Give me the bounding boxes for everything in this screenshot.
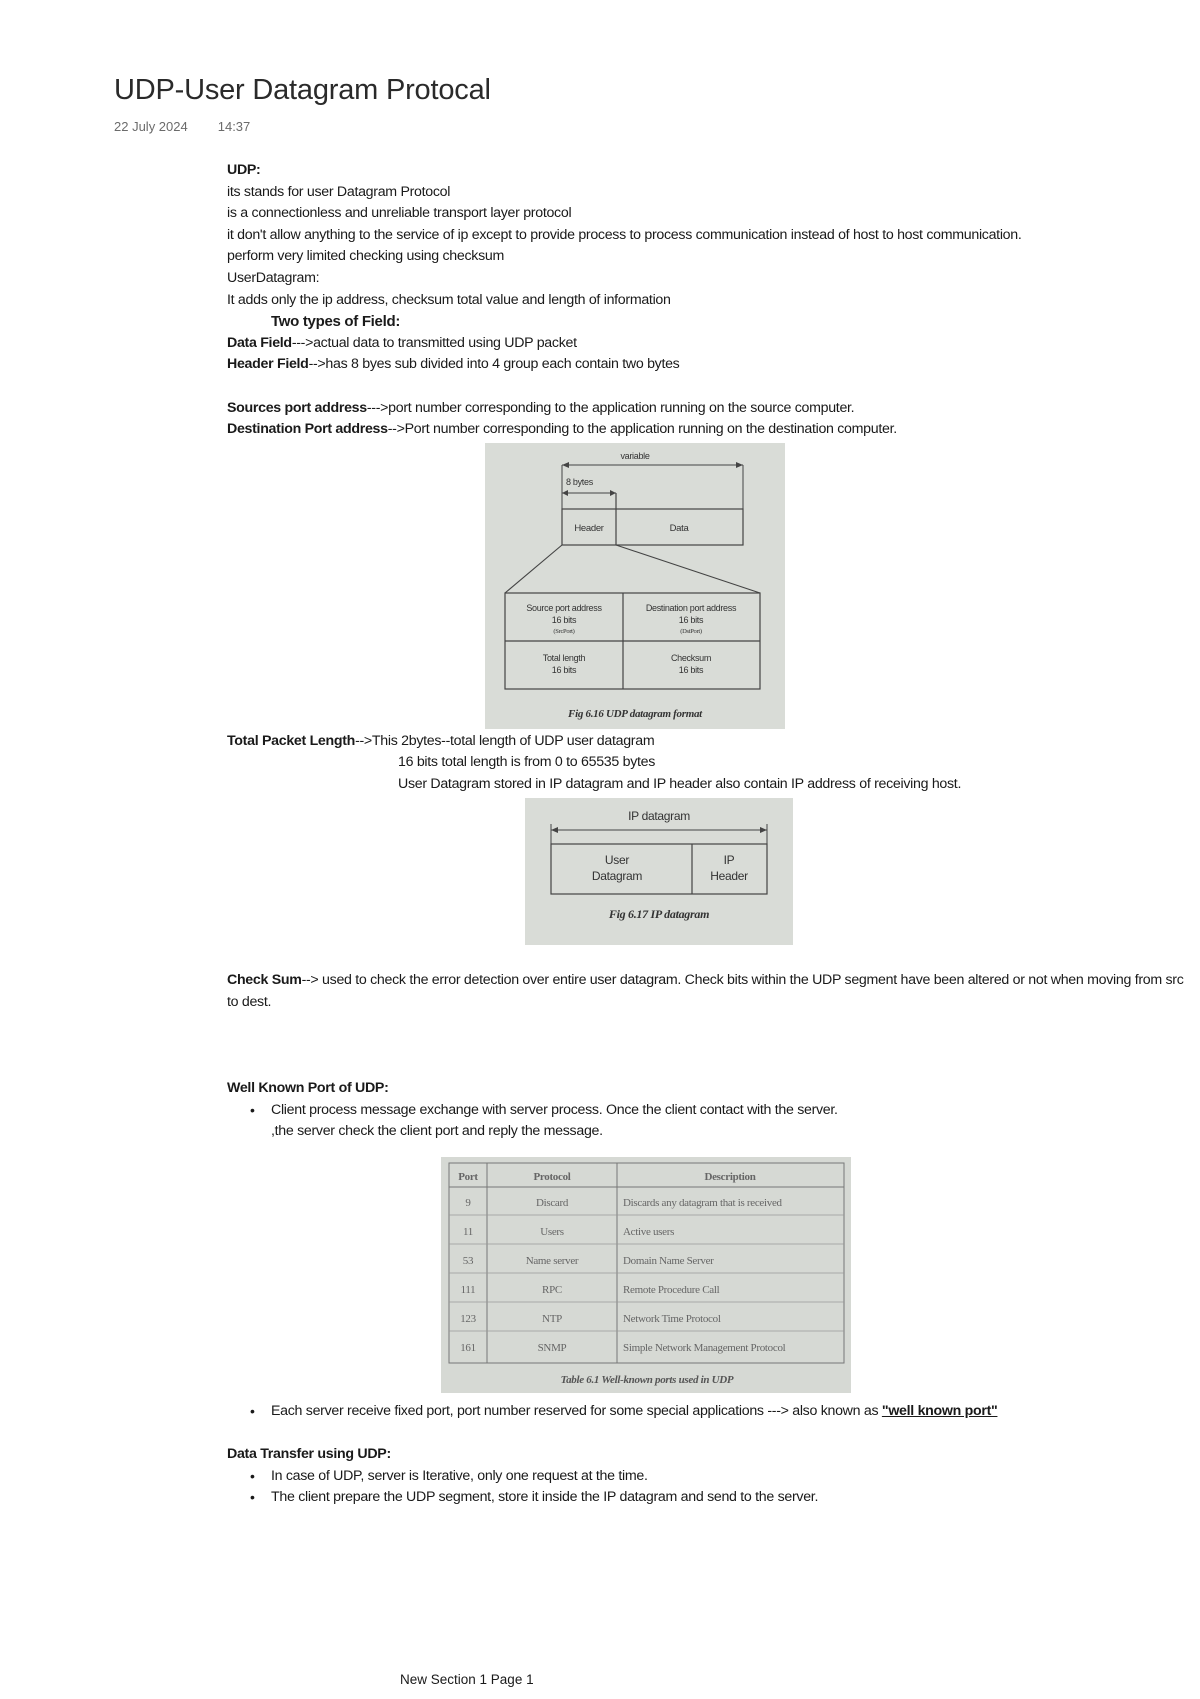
page-date: 22 July 2024 <box>114 119 188 134</box>
table-header-cell: Protocol <box>533 1170 571 1183</box>
note-body <box>227 160 1187 1509</box>
table-cell: 9 <box>465 1196 471 1209</box>
data-field-text: --->actual data to transmitted using UDP packet <box>291 334 577 351</box>
note-line: it don't allow anything to the service of ip except to provide process to process communication instead of host to host communication. <box>227 226 1022 243</box>
fig-data-label: Data <box>669 522 689 534</box>
fig-src-abbr: (SrcPort) <box>553 627 575 635</box>
fig-chk-label: Checksum <box>670 652 712 663</box>
fig-ip-caption: Fig 6.17 IP datagram <box>608 906 710 921</box>
table-cell: NTP <box>542 1312 562 1325</box>
table-cell: Active users <box>623 1225 675 1238</box>
note-line: perform very limited checking using checksum <box>227 248 504 265</box>
fig-dst-abbr: (DstPort) <box>680 627 702 635</box>
table-cell: Remote Procedure Call <box>623 1283 720 1296</box>
well-known-port-heading: Well Known Port of UDP: <box>227 1080 389 1097</box>
table-header-cell: Description <box>704 1170 756 1183</box>
table-cell: Domain Name Server <box>623 1254 714 1267</box>
ip-datagram-photo <box>525 798 793 945</box>
data-field-label: Data Field <box>227 334 292 351</box>
dst-port-line <box>227 419 1187 441</box>
table-cell: SNMP <box>537 1341 567 1354</box>
data-field-line <box>227 333 1187 355</box>
table-cell: 111 <box>460 1283 476 1296</box>
wkp-b2-text: Each server receive fixed port, port number reserved for some special applications ---> also known as <box>271 1402 882 1419</box>
table-header-cell: Port <box>458 1170 478 1183</box>
total-length-label: Total Packet Length <box>227 732 356 749</box>
list-item: • The client prepare the UDP segment, store it inside the IP datagram and send to the server. <box>271 1487 1187 1509</box>
well-known-port-list-2 <box>227 1401 1187 1423</box>
fig-8bytes-label: 8 bytes <box>566 476 593 487</box>
page-time: 14:37 <box>217 119 251 134</box>
page-footer: New Section 1 Page 1 <box>400 1672 534 1687</box>
note-line: It adds only the ip address, checksum total value and length of information <box>227 291 671 308</box>
note-line: UserDatagram: <box>227 269 320 286</box>
list-item <box>271 1401 1187 1423</box>
list-item: • Client process message exchange with server process. Once the client contact with the server. <box>271 1100 1187 1122</box>
fig-ip-ip1: IP <box>723 852 735 867</box>
note-line: its stands for user Datagram Protocol <box>227 183 451 200</box>
page-meta <box>114 119 250 134</box>
src-port-line <box>227 398 1187 420</box>
total-length-text: -->This 2bytes--total length of UDP user datagram <box>355 732 655 749</box>
fig-src-bits: 16 bits <box>551 614 577 625</box>
table-cell: Users <box>540 1225 564 1238</box>
note-line: User Datagram stored in IP datagram and IP header also contain IP address of receiving host. <box>398 775 962 792</box>
fig-len-bits: 16 bits <box>551 664 577 675</box>
table-cell: Network Time Protocol <box>623 1312 721 1325</box>
fig-caption: Fig 6.16 UDP datagram format <box>568 707 702 720</box>
table-cell: RPC <box>542 1283 562 1296</box>
header-field-text: -->has 8 byes sub divided into 4 group each contain two bytes <box>308 356 680 373</box>
fig-variable-label: variable <box>620 450 650 461</box>
udp-datagram-figure <box>485 443 785 729</box>
fig-ip-user1: User <box>604 852 630 867</box>
list-item: • In case of UDP, server is Iterative, only one request at the time. <box>271 1466 1187 1488</box>
two-types-heading: Two types of Field: <box>271 313 401 331</box>
fig-dst-bits: 16 bits <box>678 614 704 625</box>
ports-table-caption: Table 6.1 Well-known ports used in UDP <box>560 1373 734 1386</box>
ports-table-photo <box>441 1157 851 1393</box>
fig-ip-title: IP datagram <box>628 808 690 823</box>
data-transfer-heading: Data Transfer using UDP: <box>227 1446 391 1463</box>
wkp-b2-emph: "well known port" <box>881 1402 998 1419</box>
data-transfer-list <box>227 1466 1187 1509</box>
fig-ip-ip2: Header <box>710 868 748 883</box>
table-cell: Discards any datagram that is received <box>623 1196 782 1209</box>
fig-dst-port: Destination port address <box>645 602 737 613</box>
udp-datagram-photo <box>485 443 785 729</box>
well-known-port-list <box>227 1100 1187 1122</box>
header-field-label: Header Field <box>227 356 309 373</box>
checksum-text: --> used to check the error detection over entire user datagram. Check bits within the UDP segment have been altered or not when moving from src to dest. <box>227 972 1184 1010</box>
header-field-line <box>227 354 1187 376</box>
table-cell: Simple Network Management Protocol <box>623 1341 786 1354</box>
checksum-paragraph <box>227 970 1187 1013</box>
checksum-label: Check Sum <box>227 972 302 989</box>
table-cell: Discard <box>535 1196 569 1209</box>
fig-chk-bits: 16 bits <box>678 664 704 675</box>
fig-ip-user2: Datagram <box>591 868 643 883</box>
dst-port-label: Destination Port address <box>227 421 388 438</box>
udp-heading: UDP: <box>227 162 261 178</box>
note-line: is a connectionless and unreliable transport layer protocol <box>227 205 572 222</box>
total-length-line <box>227 731 1187 753</box>
fig-header-label: Header <box>574 522 604 534</box>
table-cell: Name server <box>525 1254 579 1267</box>
table-cell: 123 <box>460 1312 476 1325</box>
dst-port-text: -->Port number corresponding to the application running on the destination computer. <box>387 421 897 438</box>
table-cell: 161 <box>460 1341 476 1354</box>
src-port-text: --->port number corresponding to the application running on the source computer. <box>366 399 855 416</box>
table-cell: 53 <box>462 1254 474 1267</box>
ip-datagram-figure <box>525 798 793 945</box>
note-line: 16 bits total length is from 0 to 65535 bytes <box>398 754 656 771</box>
page-title: UDP-User Datagram Protocal <box>114 74 491 106</box>
note-line: ,the server check the client port and reply the message. <box>271 1123 603 1140</box>
ports-table-figure <box>441 1157 851 1393</box>
fig-src-port: Source port address <box>526 602 602 613</box>
fig-len-label: Total length <box>542 652 586 663</box>
src-port-label: Sources port address <box>227 399 367 416</box>
table-cell: 11 <box>463 1225 473 1238</box>
